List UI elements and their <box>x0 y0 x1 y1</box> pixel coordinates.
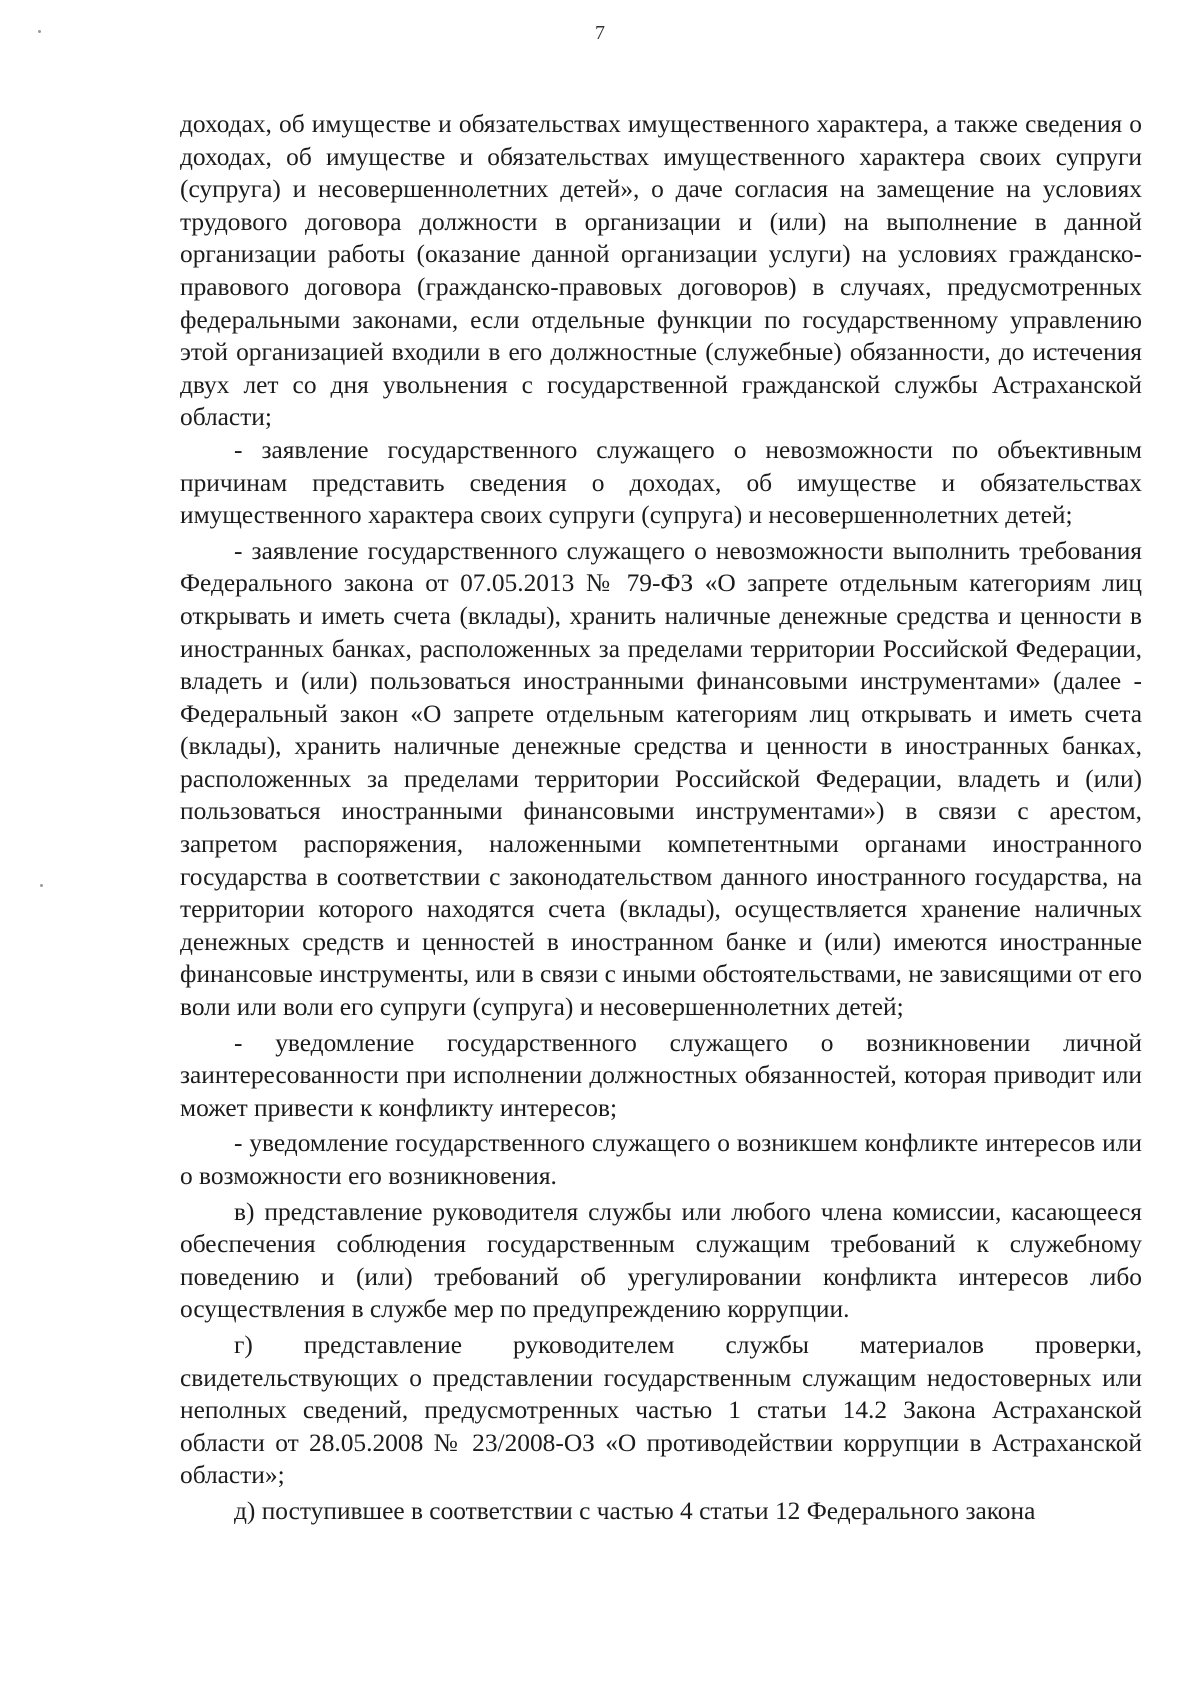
paragraph-notice-conflict: - уведомление государственного служащего о возникшем конфликте интересов или о возможности его возникновения. <box>180 1129 1142 1190</box>
scan-speck <box>38 30 41 33</box>
scan-speck <box>40 884 43 887</box>
paragraph-item-d: д) поступившее в соответствии с частью 4 статьи 12 Федерального закона <box>234 1496 1036 1525</box>
page-number: 7 <box>595 22 605 44</box>
paragraph-statement-foreign-accounts: - заявление государственного служащего о невозможности выполнить требования Федерального закона от 07.05.2013 № 79-ФЗ «О запрете отдельным категориям лиц открывать и иметь счета (вклады), хранить наличные денежные средства и ценности в иностранных банках, расположенных за пределами территории Российской Федерации, владеть и (или) пользоваться иностранными финансовыми инструментами» (далее - Федеральный закон «О запрете отдельным категориям лиц открывать и иметь счета (вклады), хранить наличные денежные средства и ценности в иностранных банках, расположенных за пределами территории Российской Федерации, владеть и (или) пользоваться иностранными финансовыми инструментами») в связи с арестом, запретом распоряжения, наложенными компетентными органами иностранного государства в соответствии с законодательством данного иностранного государства, на территории которого находятся счета (вклады), осуществляется хранение наличных денежных средств и ценностей в иностранном банке и (или) имеются иностранные финансовые инструменты, или в связи с иными обстоятельствами, не зависящими от его воли или воли его супруги (супруга) и несовершеннолетних детей; <box>180 536 1142 1022</box>
document-body <box>180 108 1142 1528</box>
paragraph-item-g: г) представление руководителем службы материалов проверки, свидетельствующих о представлении государственным служащим недостоверных или неполных сведений, предусмотренных частью 1 статьи 14.2 Закона Астраханской области от 28.05.2008 № 23/2008-ОЗ «О противодействии коррупции в Астраханской области»; <box>180 1330 1142 1490</box>
paragraph-item-v: в) представление руководителя службы или любого члена комиссии, касающееся обеспечения соблюдения государственным служащим требований к служебному поведению и (или) требований об урегулировании конфликта интересов либо осуществления в службе мер по предупреждению коррупции. <box>180 1197 1142 1324</box>
paragraph-notice-personal-interest: - уведомление государственного служащего о возникновении личной заинтересованности при исполнении должностных обязанностей, которая приводит или может привести к конфликту интересов; <box>180 1028 1142 1122</box>
paragraph-statement-inability: - заявление государственного служащего о невозможности по объективным причинам представить сведения о доходах, об имуществе и обязательствах имущественного характера своих супруги (супруга) и несовершеннолетних детей; <box>180 435 1142 530</box>
paragraph-continuation: доходах, об имуществе и обязательствах имущественного характера, а также сведения о доходах, об имуществе и обязательствах имущественного характера своих супруги (супруга) и несовершеннолетних детей», о даче согласия на замещение на условиях трудового договора должности в организации и (или) на выполнение в данной организации работы (оказание данной организации услуги) на условиях гражданско-правового договора (гражданско-правовых договоров) в случаях, предусмотренных федеральными законами, если отдельные функции по государственному управлению этой организацией входили в его должностные (служебные) обязанности, до истечения двух лет со дня увольнения с государственной гражданской службы Астраханской области; <box>180 110 1142 432</box>
